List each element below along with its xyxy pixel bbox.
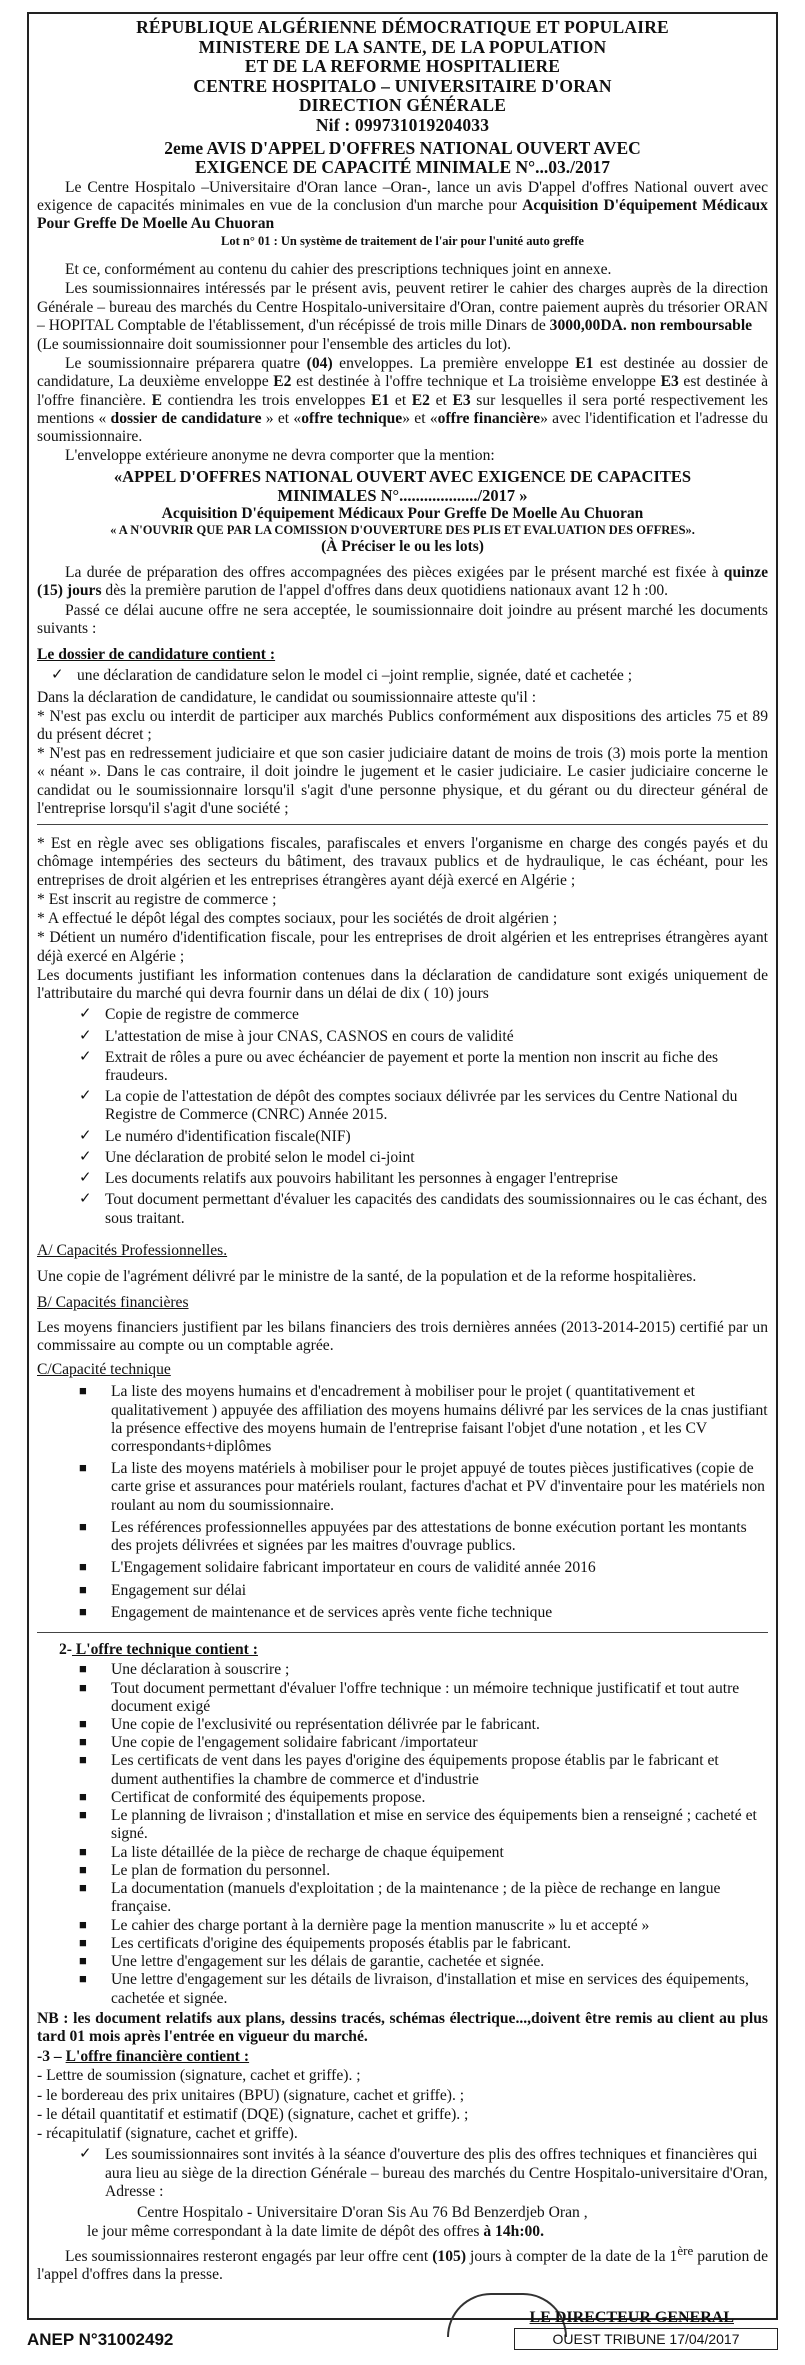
- list-item: [77, 1604, 768, 1622]
- list-item-text: La documentation (manuels d'exploitation ; de la maintenance ; de la pièce de rechange en langue française.: [111, 1880, 721, 1916]
- capacities-tech-heading: C/Capacité technique: [37, 1361, 171, 1379]
- header-direction: DIRECTION GÉNÉRALE: [298, 95, 507, 116]
- env-e3: E3: [660, 373, 679, 391]
- bullet-icon: ■: [79, 1679, 87, 1695]
- env-e1b: E1: [371, 391, 390, 409]
- list-item: [79, 1006, 768, 1024]
- intro-text: Le Centre Hospitalo –Universitaire d'Oran lance –Oran-, lance un avis D'appel d'offres National ouvert avec exigence de capacités minimales en vue de la conclusion d'un marche pour: [37, 178, 768, 214]
- list-item-text: Le numéro d'identification fiscale(NIF): [105, 1127, 351, 1145]
- list-item: - Lettre de soumission (signature, cachet et griffe). ;: [37, 2067, 361, 2085]
- capacities-fin-heading: B/ Capacités financières: [37, 1294, 189, 1312]
- whole-lot-note: (Le soumissionnaire doit soumissionner pour l'ensemble des articles du lot).: [37, 336, 512, 354]
- list-item: [79, 1191, 768, 1227]
- list-item-text: Une lettre d'engagement sur les délais de garantie, cachetée et signée.: [111, 1953, 545, 1971]
- attributaire-documents: [79, 1006, 768, 1228]
- validity-text-2: jours à compter de la date de la 1: [466, 2247, 678, 2265]
- notice-title-line-2: EXIGENCE DE CAPACITÉ MINIMALE N°...03./2017: [194, 157, 611, 178]
- footer: [0, 2320, 805, 2360]
- bullet-icon: ■: [79, 1880, 87, 1896]
- offer-financial-title: L'offre financière contient :: [65, 2048, 250, 2066]
- bullet-icon: ■: [79, 1788, 87, 1804]
- env-text-6: contiendra les trois enveloppes: [162, 391, 372, 409]
- opening-address: Centre Hospitalo - Universitaire D'oran Sis Au 76 Bd Benzerdjeb Oran ,: [137, 2204, 588, 2222]
- list-item-text: Engagement sur délai: [111, 1581, 247, 1599]
- list-item-text: Une déclaration à souscrire ;: [111, 1661, 290, 1679]
- offer-technical-title: L'offre technique contient :: [72, 1641, 258, 1659]
- signatory: LE DIRECTEUR GENERAL: [529, 2309, 734, 2327]
- opening-day: [87, 2223, 768, 2241]
- validity-sup: ère: [677, 2242, 694, 2258]
- cps-paragraph: Et ce, conformément au contenu du cahier des prescriptions techniques joint en annexe.: [65, 261, 612, 279]
- header-republic: RÉPUBLIQUE ALGÉRIENNE DÉMOCRATIQUE ET POPULAIRE: [136, 17, 669, 37]
- lot-line: [37, 234, 768, 249]
- bullet-icon: ■: [79, 1934, 87, 1950]
- list-item: [51, 667, 768, 685]
- envelope-do-not-open: « A N'OUVRIR QUE PAR LA COMISSION D'OUVERTURE DES PLIS ET EVALUATION DES OFFRES».: [110, 523, 695, 538]
- bullet-icon: ■: [79, 1661, 87, 1677]
- list-item: - le détail quantitatif et estimatif (DQE) (signature, cachet et griffe). ;: [37, 2105, 469, 2123]
- list-item: [79, 2146, 768, 2201]
- withdraw-paragraph: [37, 280, 768, 335]
- env-e1: E1: [575, 355, 594, 373]
- attest-judicial: * N'est pas en redressement judiciaire et que son casier judiciaire datant de moins de trois (3) mois porte la mention « néant ». Dans le cas contraire, il doit joindre le jugement et le casier judiciaire. Le casier judiciaire concerne le candidat ou le soumissionnaire lorsqu'il s'agit d'une personne physique, et du gérant ou du directeur général de l'entreprise lorsqu'il s'agit d'une société ;: [37, 745, 768, 817]
- bullet-icon: ■: [79, 1603, 87, 1619]
- column-divider: [37, 824, 768, 825]
- list-item-text: Le planning de livraison ; d'installation et mise en service des équipements bien a renseigné ; cacheté et signé.: [111, 1807, 757, 1843]
- checkmark-icon: ✓: [79, 1027, 92, 1044]
- env-mention-technique: offre technique: [301, 409, 403, 427]
- list-item: [77, 1935, 768, 1953]
- attributaire-note: Les documents justifiant les information contenues dans la déclaration de candidature sont exigés uniquement de l'attributaire du marché qui devra fournir dans un délai de dix ( 10) jours: [37, 966, 768, 1003]
- nb-note: NB : les document relatifs aux plans, dessins tracés, schémas électrique...,doivent être remis au client au plus tard 01 mois après l'entrée en vigueur du marché.: [37, 2009, 768, 2045]
- checkmark-icon: ✓: [51, 667, 64, 684]
- bullet-icon: ■: [79, 1716, 87, 1732]
- checkmark-icon: ✓: [79, 1088, 92, 1105]
- env-text-9: sur lesquelles il sera porté respectivement les mentions «: [37, 391, 768, 427]
- list-item: [79, 1088, 768, 1124]
- column-divider-2: [37, 1632, 768, 1633]
- list-item: [79, 1049, 768, 1085]
- list-item-text: L'Engagement solidaire fabricant importateur en cours de validité année 2016: [111, 1559, 596, 1577]
- withdraw-text: Les soumissionnaires intéressés par le présent avis, peuvent retirer le cahier des charges auprès de la direction Générale – bureau des marchés du Centre Hospitalo-universitaire d'Oran, contre paiement auprès du trésorier ORAN – HOPITAL Comptable de l'établissement, d'un récépissé de trois mille Dinars de: [37, 280, 768, 334]
- list-item: [79, 1128, 768, 1146]
- offer-financial-list: [37, 2067, 768, 2143]
- notice-title-line-1: 2eme AVIS D'APPEL D'OFFRES NATIONAL OUVERT AVEC: [164, 137, 641, 158]
- checkmark-icon: ✓: [79, 1191, 92, 1208]
- checkmark-icon: ✓: [79, 1148, 92, 1165]
- list-item: [77, 1460, 768, 1515]
- list-item-text: Copie de registre de commerce: [105, 1006, 299, 1024]
- envelope-object: Acquisition D'équipement Médicaux Pour Greffe De Moelle Au Chuoran: [161, 505, 644, 523]
- header-hospital: CENTRE HOSPITALO – UNIVERSITAIRE D'ORAN: [193, 75, 612, 96]
- capacities-tech-list: [77, 1383, 768, 1622]
- withdraw-fee: 3000,00DA. non remboursable: [549, 316, 753, 334]
- opening-day-text: le jour même correspondant à la date limite de dépôt des offres: [87, 2223, 484, 2241]
- env-text-2: enveloppes. La première enveloppe: [332, 355, 576, 373]
- offer-financial-heading: [37, 2048, 768, 2066]
- envelope-lots: (À Préciser le ou les lots): [321, 538, 484, 555]
- checkmark-icon: ✓: [79, 1048, 92, 1065]
- list-item-text: La liste détaillée de la pièce de recharge de chaque équipement: [111, 1843, 504, 1861]
- bullet-icon: ■: [79, 1752, 87, 1768]
- duration-text-2: dès la première parution de l'appel d'offres dans deux quotidiens nationaux avant 12 h :00.: [101, 582, 669, 600]
- env-mention-candidature: dossier de candidature: [110, 409, 262, 427]
- list-item: [77, 1880, 768, 1916]
- list-item: [77, 1789, 768, 1807]
- env-e3b: E3: [452, 391, 471, 409]
- attest-exclusion: * N'est pas exclu ou interdit de participer aux marchés Publics conformément aux dispositions des articles 75 et 89 du présent décret ;: [37, 707, 768, 743]
- list-item-text: La liste des moyens matériels à mobiliser pour le projet appuyé de toutes pièces justificatives (copie de carte grise et assurances pour matériels roulant, factures d'achat et PV d'inventaire pour les matériels non roulant au nom du soumissionnaire.: [111, 1460, 765, 1514]
- checkmark-icon: ✓: [79, 1006, 92, 1023]
- bullet-icon: ■: [79, 1843, 87, 1859]
- duration-paragraph: [37, 564, 768, 600]
- list-item: [77, 1661, 768, 1679]
- dossier-list: [51, 667, 768, 685]
- attest-fiscal: * Est en règle avec ses obligations fiscales, parafiscales et envers l'organisme en charge des congés payés et du chômage intempéries des secteurs du bâtiment, des travaux publics et de hydraulique, le cas échéant, pour les entreprises de droit algérien et les entreprises étrangères ayant déjà exercé en Algérie ;: [37, 835, 768, 889]
- bullet-icon: ■: [79, 1383, 87, 1399]
- bullet-icon: ■: [79, 1559, 87, 1575]
- intro-paragraph: [37, 179, 768, 234]
- list-item: [79, 1149, 768, 1167]
- lot-text: Lot n° 01 : Un système de traitement de l'air pour l'unité auto greffe: [221, 234, 584, 249]
- env-text-8: et: [429, 391, 453, 409]
- list-item-text: Extrait de rôles a pure ou avec échéancier de payement et porte la mention non inscrit au fiche des fraudeurs.: [105, 1048, 719, 1084]
- list-item-text: Les documents relatifs aux pouvoirs habilitant les personnes à engager l'entreprise: [105, 1170, 618, 1188]
- validity-paragraph: [37, 2243, 768, 2285]
- list-item: [77, 1752, 768, 1788]
- bullet-icon: ■: [79, 1971, 87, 1987]
- list-item-text: L'attestation de mise à jour CNAS, CASNOS en cours de validité: [105, 1027, 514, 1045]
- list-item: [77, 1917, 768, 1935]
- duration-days: quinze (15) jours: [37, 564, 768, 600]
- opening-session-text: Les soumissionnaires sont invités à la séance d'ouverture des plis des offres techniques et financières qui aura lieu au siège de la direction Générale – bureau des marchés du Centre Hospitalo-universitaire d'Oran, Adresse :: [105, 2146, 768, 2200]
- deadline-paragraph: Passé ce délai aucune offre ne sera acceptée, le soumissionnaire doit joindre au présent marché les documents suivants :: [37, 601, 768, 637]
- list-item-text: Engagement de maintenance et de services après vente fiche technique: [111, 1603, 553, 1621]
- checkmark-icon: ✓: [79, 1170, 92, 1187]
- bullet-icon: ■: [79, 1460, 87, 1476]
- capacities-pro-heading: A/ Capacités Professionnelles.: [37, 1241, 228, 1259]
- validity-text-3: parution de l'appel d'offres dans la presse.: [37, 2247, 769, 2283]
- list-item: [77, 1862, 768, 1880]
- env-text-3: est destinée au dossier de candidature, La deuxième enveloppe: [37, 355, 768, 391]
- header-nif: Nif : 099731019204033: [315, 114, 490, 135]
- list-item-text: Tout document permettant d'évaluer l'offre technique : un mémoire technique justificatif et tout autre document exigé: [111, 1679, 740, 1715]
- validity-days: (105): [432, 2247, 467, 2265]
- list-item-text: Les certificats d'origine des équipements proposés établis par le fabricant.: [111, 1934, 572, 1952]
- outer-envelope-mention: [37, 467, 768, 556]
- list-item: [77, 1716, 768, 1734]
- capacities-pro-text: Une copie de l'agrément délivré par le ministre de la santé, de la population et de la reforme hospitalières.: [37, 1268, 697, 1286]
- list-item: [77, 1680, 768, 1716]
- list-item: [77, 1383, 768, 1456]
- bullet-icon: ■: [79, 1861, 87, 1877]
- bullet-icon: ■: [79, 1518, 87, 1534]
- env-text-10: » et «: [261, 409, 302, 427]
- duration-text: La durée de préparation des offres accompagnées des pièces exigées par le présent marché est fixée à: [65, 564, 724, 582]
- list-item: - le bordereau des prix unitaires (BPU) (signature, cachet et griffe). ;: [37, 2086, 465, 2104]
- list-item: [77, 1582, 768, 1600]
- list-item-text: Certificat de conformité des équipements propose.: [111, 1788, 426, 1806]
- envelope-line-1: «APPEL D'OFFRES NATIONAL OUVERT AVEC EXIGENCE DE CAPACITES: [113, 466, 692, 486]
- list-item: [77, 1519, 768, 1555]
- list-item-text: Une déclaration de probité selon le model ci-joint: [105, 1148, 415, 1166]
- env-count: (04): [306, 355, 333, 373]
- env-mention-financiere: offre financière: [437, 409, 541, 427]
- list-item: [79, 1028, 768, 1046]
- offer-technical-heading: [59, 1641, 768, 1659]
- list-item-text: La liste des moyens humains et d'encadrement à mobiliser pour le projet ( quantitativement et qualitativement ) appuyée des affiliation des moyens humains délivré par les services de la cnas justifiant la présence effective des moyens humain de l'entreprise faisant l'objet d'une notation , et les CV correspondants+diplômes: [111, 1383, 768, 1455]
- list-item: - récapitulatif (signature, cachet et griffe).: [37, 2125, 298, 2143]
- list-item-text: une déclaration de candidature selon le model ci –joint remplie, signée, daté et cachetée ;: [77, 667, 633, 685]
- list-item-text: Les références professionnelles appuyées par des attestations de bonne exécution portant les montants des projets délivrées et signées par les maitres d'ouvrage publics.: [111, 1518, 747, 1555]
- bullet-icon: ■: [79, 1581, 87, 1597]
- list-item: [79, 1170, 768, 1188]
- list-item: [77, 1734, 768, 1752]
- list-item-text: Une copie de l'engagement solidaire fabricant /importateur: [111, 1734, 478, 1752]
- checkmark-icon: ✓: [79, 1127, 92, 1144]
- list-item: [77, 1844, 768, 1862]
- letterhead: [37, 18, 768, 136]
- list-item-text: Tout document permettant d'évaluer les capacités des candidats des soumissionnaires ou le cas échant, des sous traitant.: [105, 1191, 768, 1227]
- notice-page: [27, 12, 778, 2327]
- list-item-text: Une lettre d'engagement sur les détails de livraison, d'installation et mise en services des équipements, cachetée et signée.: [111, 1971, 749, 2007]
- env-text-11: » et «: [402, 409, 438, 427]
- anep-reference: ANEP N°31002492: [27, 2330, 174, 2349]
- checkmark-icon: ✓: [79, 2146, 92, 2163]
- list-item: [77, 1953, 768, 1971]
- header-ministry: MINISTERE DE LA SANTE, DE LA POPULATION: [198, 36, 607, 57]
- capacities-fin-text: Les moyens financiers justifient par les bilans financiers des trois dernières années (2013-2014-2015) certifié par un commissaire au compte ou un comptable agrée.: [37, 1318, 768, 1354]
- newspaper-reference: OUEST TRIBUNE 17/04/2017: [514, 2328, 778, 2350]
- env-text-5: est destinée à l'offre financière.: [37, 373, 768, 409]
- attest-accounts: * A effectué le dépôt légal des comptes sociaux, pour les sociétés de droit algérien ;: [37, 910, 558, 928]
- env-text-1: Le soumissionnaire préparera quatre: [65, 355, 307, 373]
- header-ministry-2: ET DE LA REFORME HOSPITALIERE: [244, 56, 561, 77]
- env-text-4: est destinée à l'offre technique et La troisième enveloppe: [291, 373, 661, 391]
- validity-text: Les soumissionnaires resteront engagés par leur offre cent: [65, 2247, 433, 2265]
- list-item: [77, 1971, 768, 2007]
- list-item-text: Le plan de formation du personnel.: [111, 1861, 331, 1879]
- attest-nif: * Détient un numéro d'identification fiscale, pour les entreprises de droit algérien et les entreprises étrangères ayant déjà exercé en Algérie ;: [37, 929, 768, 965]
- list-item: [77, 1807, 768, 1843]
- envelope-line-2: MINIMALES N°.................../2017 »: [277, 485, 528, 505]
- env-e2b: E2: [411, 391, 430, 409]
- bullet-icon: ■: [79, 1807, 87, 1823]
- list-item: [77, 1559, 768, 1577]
- env-e2: E2: [273, 373, 292, 391]
- outer-envelope-note: L'enveloppe extérieure anonyme ne devra comporter que la mention:: [65, 447, 495, 465]
- env-text-12: » avec l'identification et l'adresse du soumissionnaire.: [37, 409, 769, 446]
- attest-registry: * Est inscrit au registre de commerce ;: [37, 890, 277, 908]
- bullet-icon: ■: [79, 1953, 87, 1969]
- dossier-heading: Le dossier de candidature contient :: [37, 646, 276, 664]
- offer-technical-list: [77, 1661, 768, 2007]
- opening-session: [79, 2146, 768, 2201]
- env-e: E: [151, 391, 163, 409]
- intro-object: Acquisition D'équipement Médicaux Pour Greffe De Moelle Au Chuoran: [37, 196, 768, 233]
- list-item-text: Le cahier des charge portant à la dernière page la mention manuscrite » lu et accepté »: [111, 1916, 650, 1934]
- offer-financial-num: -3 –: [37, 2048, 66, 2066]
- attest-intro: Dans la déclaration de candidature, le candidat ou soumissionnaire atteste qu'il :: [37, 688, 537, 706]
- opening-hour: à 14h:00.: [483, 2223, 545, 2241]
- list-item-text: Une copie de l'exclusivité ou représentation délivrée par le fabricant.: [111, 1716, 540, 1734]
- offer-technical-num: 2-: [59, 1641, 72, 1659]
- env-text-7: et: [389, 391, 412, 409]
- envelopes-paragraph: [37, 355, 768, 446]
- list-item-text: La copie de l'attestation de dépôt des comptes sociaux délivrée par les services du Centre National du Registre de Commerce (CNRC) Année 2015.: [105, 1088, 738, 1124]
- notice-title: [37, 139, 768, 178]
- bullet-icon: ■: [79, 1734, 87, 1750]
- bullet-icon: ■: [79, 1916, 87, 1932]
- list-item-text: Les certificats de vent dans les payes d'origine des équipements propose établis par le fabricant et dument authentifies la chambre de commerce et d'industrie: [111, 1752, 719, 1788]
